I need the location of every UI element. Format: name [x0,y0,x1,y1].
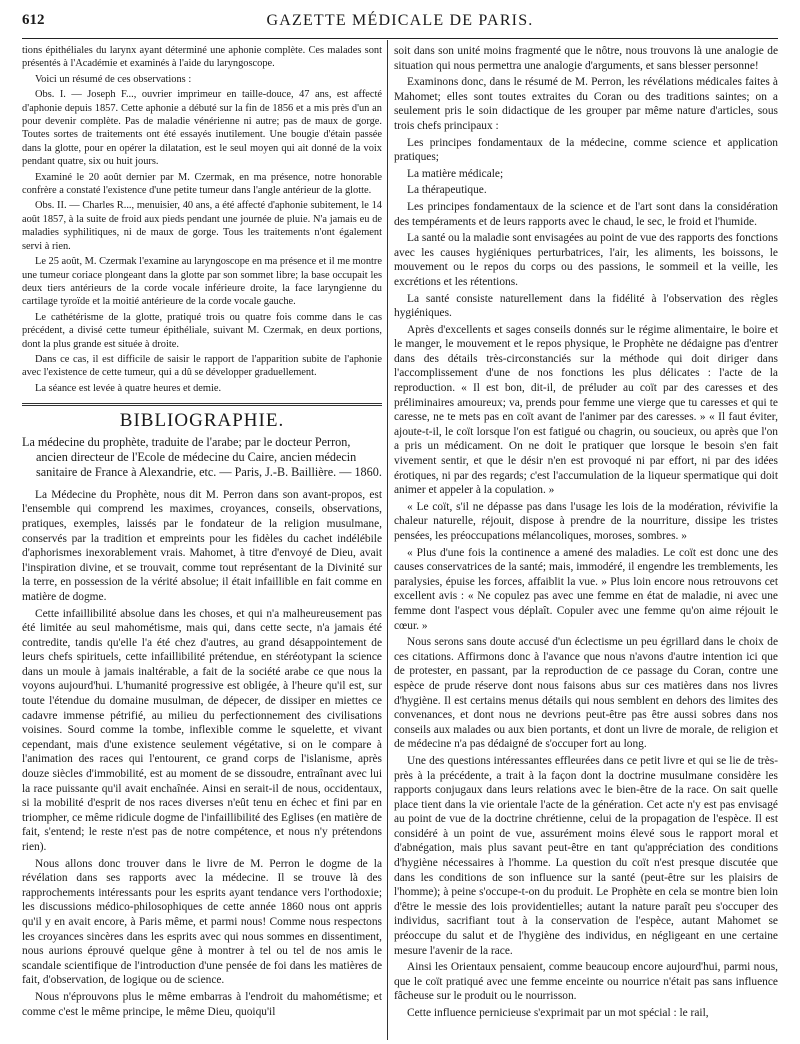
academy-report [22,44,382,395]
observation-2-exam: Le 25 août, M. Czermak l'examine au laryngoscope en ma présence et il me montre une tumeur coriace plongeant dans la glotte par son sommet libre; la base occupait les deux tiers antérieurs de la corde vocale inférieure droite, la face laryngienne du cartilage tyroïde et la moitié antérieure de la corde vocale gauche. [22,256,382,308]
article-paragraph: Cette infaillibilité absolue dans les choses, et qui n'a malheureusement pas été limitée au seul mahométisme, mais qui, dans cette secte, n'a jamais été contredite, tandis qu'elle l'a été chez d'autres, au grand désappointement de leurs chefs spirituels, cette infaillibilité prétendue, en stéréotypant la science dans un moule à jamais inaltérable, a fait de la société arabe ce que nous la voyons aujourd'hui. L'humanité progressive est obligée, à l'heure qu'il est, sur toute l'étendue du domaine musulman, de dépecer, de dissiper en miettes ce cadavre immense pétrifié, au milieu du perfectionnement des civilisations voisines. Sourd comme la tombe, inflexible comme le squelette, et vivant cependant, mais d'une existence seulement végétative, si on le compare à l'animation des races qui l'entourent, ce grand corps de l'islanisme, après douze siècles d'immobilité, est au moment de se dissoudre, entraînant avec lui la race puissante qu'il avait enchaînée. Ainsi en serait-il de nous, occidentaux, si la mobilité d'esprit de nos races diverses n'eût tenu en échec et fini par en triompher, ce même ridicule dogme de l'infaillibilité des Eglises (en matière de fait, s'entend; le reste n'est pas de notre compétence, et nous n'y prétendons rien). [22,607,382,853]
observation-1-exam: Examiné le 20 août dernier par M. Czermak, en ma présence, notre honorable confrère a constaté l'existence d'une petite tumeur dans l'angle antérieur de la glotte. [22,171,382,197]
article-paragraph: Ainsi les Orientaux pensaient, comme beaucoup encore aujourd'hui, parmi nous, que le coït pratiqué avec une femme enceinte ou nourrice n'était pas sans influence fâcheuse sur le produit ou le nourrisson. [394,961,778,1003]
column-divider [387,40,388,1040]
page-number: 612 [22,12,45,28]
observation-2-comment: Dans ce cas, il est difficile de saisir le rapport de l'apparition subite de l'aphonie avec l'existence de cette tumeur, qui a dû se développer graduellement. [22,353,382,379]
list-item: Les principes fondamentaux de la médecine, comme science et application pratiques; [394,136,778,164]
article-paragraph: Les principes fondamentaux de la science et de l'art sont dans la considération des tempéraments et de leurs rapports avec le chaud, le sec, le froid et l'humide. [394,200,778,228]
right-column [394,44,778,1023]
header-rule [22,38,778,39]
article-paragraph: « Plus d'une fois la continence a amené des maladies. Le coït est donc une des causes conservatrices de la santé; mais, immodéré, il engendre les tremblements, les paralysies, épuise les forces, affaiblit la vue. » Plus loin encore nous retrouvons cet excellent avis : « Ne copulez pas avec une femme en état de maladie, ni avec une femme dont l'aspect vous déplaît. Copuler avec une femme qu'on aime réjouit le cœur. » [394,546,778,632]
article-paragraph: Une des questions intéressantes effleurées dans ce petit livre et qui se lie de très-près à la précédente, a trait à la façon dont la doctrine musulmane considère les rapports conjugaux dans leurs relations avec le bien-être de la race. On sait quelle place tient dans la vie orientale l'acte de la génération. Cet acte n'y est pas envisagé au point de vue de la doctrine chrétienne, celui de la propagation de l'espèce. Il est considéré à un point de vue, assurément moins élevé sous le rapport moral et d'abnégation, mais plus savant peut-être en tant qu'appréciation des conditions d'hygiène nécessaires à l'homme. La question du coït n'est presque discutée que dans les conditions de son influence sur la santé (peut-être sur les plaisirs de l'homme); à peine s'occupe-t-on du produit. Le Prophète en cela se montre bien loin d'être le messie des lois providentielles; autant la nature paraît peu s'occuper des individus, sacrifiant tout à la conservation de l'espèce, autant Mahomet se préoccupe du salut et de l'hygiène des individus, en négligeant en une certaine mesure l'avenir de la race. [394,754,778,957]
journal-title: GAZETTE MÉDICALE DE PARIS. [266,12,534,29]
observation-1: Obs. I. — Joseph F..., ouvrier imprimeur en taille-douce, 47 ans, est affecté d'aphonie depuis 1857. Cette aphonie a débuté sur la fin de 1856 et a mis près d'un an pour devenir complète. Pas de maladie vénérienne ni autre; pas de maux de gorge. Toutes sortes de traitements ont été essayés inutilement. Une bougie d'étain passée dans la glotte, pour en opérer la dilatation, est le seul moyen qui ait donné de la voix pendant quatre, six ou huit jours. [22,89,382,168]
report-paragraph: Voici un résumé de ces observations : [35,73,192,85]
article-paragraph: Cette influence pernicieuse s'exprimait par un mot spécial : le rail, [407,1007,709,1019]
article-paragraph: Nous n'éprouvons plus le même embarras à l'endroit du mahométisme; et comme c'est le même principe, le même Dieu, quoiqu'il [22,990,382,1018]
book-reference: La médecine du prophète, traduite de l'arabe; par le docteur Perron, ancien directeur de l'Ecole de médecine du Caire, ancien médecin sanitaire de France à Alexandrie, etc. — Paris, J.-B. Baillière. — 1860. [22,434,382,479]
article-paragraph: La Médecine du Prophète, nous dit M. Perron dans son avant-propos, est l'ensemble qui comprend les maximes, croyances, conseils, observations, pratiques, exemples, laissés par le fondateur de la religion musulmane, conservés par la tradition et empreints pour les fidèles du cachet indélébile d'aphorismes inexorablement vrais. Mahomet, à titre d'envoyé de Dieu, avait l'inspiration divine, et se trouvait, comme tout représentant de la Divinité sur la terre, en possession de la vérité absolue; il était infaillible en fait comme en matière de dogme. [22,488,382,603]
list-item: La matière médicale; [407,167,504,180]
article-paragraph: Nous serons sans doute accusé d'un éclectisme un peu égrillard dans le choix de ces citations. Affirmons donc à l'avance que nous n'avons d'autre intention ici que de protester, en passant, par la reproduction de ce passage du Coran, contre une espèce de prude réserve dont nous faisons abus sur ces matières dans nos livres d'hygiène. Il est certains menus détails qui nous semblent en dehors des limites des convenances, et dont nous ne devrions peut-être pas être aussi sobres dans nos conseils aux malades ou aux bien portants, et dont un livre de morale, de religion et de médecine n'a pas dédaigné de s'occuper fort au long. [394,636,778,751]
observation-2: Obs. II. — Charles R..., menuisier, 40 ans, a été affecté d'aphonie subitement, le 14 août 1857, à la suite de froid aux pieds pendant une journée de pluie. N'a jamais eu de maladies syphilitiques, ni de maux de gorge. Tous les traitements n'ont également servi à rien. [22,200,382,252]
report-paragraph: tions épithéliales du larynx ayant déterminé une aphonie complète. Ces malades sont présentés à l'Académie et examinés à l'aide du laryngoscope. [22,45,382,70]
article-paragraph: Nous allons donc trouver dans le livre de M. Perron le dogme de la révélation dans ses rapports avec la médecine. Il se trouve là des rapprochements intéressants pour les esprits ayant tendance vers l'orthodoxie; les discussions médico-philosophiques de cette année 1860 nous ont appris qu'il y en avait encore, à Paris même, et parmi nous! Comme nous respectons les croyances sincères dans les esprits avec qui nous sommes en dissentiment, nous aurions éprouvé quelque gêne à montrer à tel ou tel de nos amis le scandale scientifique de l'introduction d'une pensée de foi dans les matières de fait, d'observation, de logique ou de science. [22,857,382,987]
article-paragraph: Après d'excellents et sages conseils donnés sur le régime alimentaire, le boire et le manger, le mouvement et le repos physique, le Prophète ne dédaigne pas d'entrer dans des détails très-circonstanciés sur la méthode qui doit diriger dans l'accomplissement d'une de nos fonctions les plus délicates : l'acte de la reproduction. « Il est bon, dit-il, de préluder au coït par des caresses et des préliminaires amoureux; va, prends pour femme une vierge que tu caresses et qui te caresse, ne te mets pas en coït avant de l'animer par des caresses. » « Il faut éviter, ajoute-t-il, le coït lorsque l'on est fatigué ou chagrin, ou soucieux, ou après que l'on a pris un médicament. On ne doit le pratiquer que lorsque le besoin s'en fait vivement sentir, et que le désir n'en est provoqué ni par effort, ni par des idées érotiques, ni par des regards; c'est l'accumulation de la liqueur spermatique qui doit animer et appeler à la copulation. » [394,323,778,497]
section-divider [22,403,382,406]
list-item: La thérapeutique. [407,184,487,197]
article-paragraph: La santé consiste naturellement dans la fidélité à l'observation des règles hygiéniques. [394,292,778,320]
article-paragraph: Examinons donc, dans le résumé de M. Perron, les révélations médicales faites à Mahomet; elles sont toutes extraites du Coran ou des traditions saintes; on a seulement pris le soin didactique de les grouper par même nature d'articles, sous trois chefs principaux : [394,76,778,132]
left-column [22,44,382,1021]
article-paragraph: soit dans son unité moins fragmenté que le nôtre, nous trouvons là une analogie de situation qui nous permettra une analogie d'arguments, et sans blesser personne! [394,45,778,72]
article-paragraph: « Le coït, s'il ne dépasse pas dans l'usage les lois de la modération, révivifie la chaleur naturelle, réjouit, dispose à prendre de la nourriture, dissipe les tristes pensées, les préoccupations mélancoliques, moroses, sombres. » [394,500,778,542]
page-header [22,10,778,36]
article-paragraph: La santé ou la maladie sont envisagées au point de vue des rapports des fonctions avec les causes hygiéniques perturbatrices, l'air, les aliments, les boissons, le mouvement ou le repos du corps ou des passions, le sommeil et la veille, les excrétions et les rétentions. [394,232,778,288]
observation-2-treatment: Le cathétérisme de la glotte, pratiqué trois ou quatre fois comme dans le cas précédent, a divisé cette tumeur épithéliale, suivant M. Czermak, en deux portions, dont la plus grande est située à droite. [22,311,382,350]
session-close: La séance est levée à quatre heures et demie. [35,382,222,394]
section-heading: BIBLIOGRAPHIE. [119,410,285,432]
